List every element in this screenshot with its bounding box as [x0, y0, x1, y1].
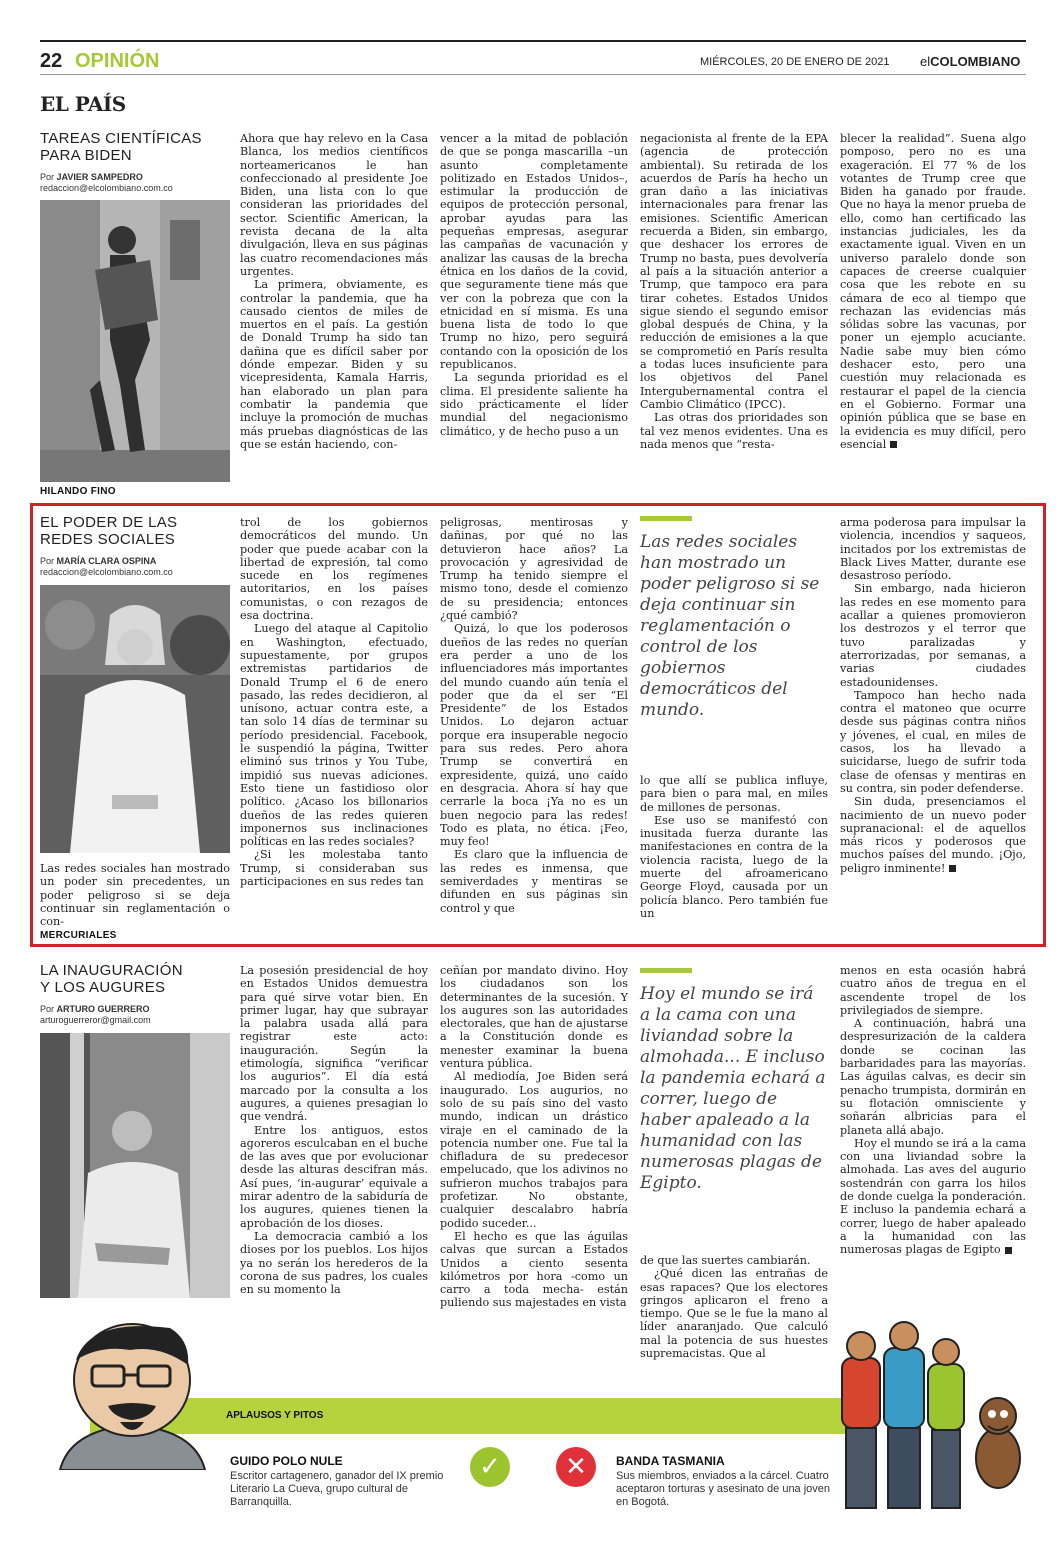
- article2-pull-quote: Las redes sociales han mostrado un poder peligroso si se deja continuar sin reglamentación o control de los gobiernos democráticos del mundo.: [640, 532, 820, 720]
- article1-column-1: [240, 132, 428, 451]
- issue-date: MIÉRCOLES, 20 DE ENERO DE 2021: [700, 56, 890, 68]
- section-title: OPINIÓN: [75, 50, 160, 72]
- paragraph: Ese uso se manifestó con inusitada fuerza durante las manifestaciones en contra de la violencia racista, luego de la muerte del afroamericano George Floyd, causada por un policía blanco. Pero también fue un: [640, 813, 828, 920]
- article2-column-2: [440, 516, 628, 915]
- byline-prefix: Por: [40, 556, 55, 566]
- pull-quote-accent: [640, 516, 692, 521]
- paragraph: Las otras dos prioridades son tal vez menos evidentes. Una es nada menos que “resta-: [640, 411, 828, 451]
- paragraph: Luego del ataque al Capitolio en Washington, efectuado, supuestamente, por grupos extremistas partidarios de Donald Trump el 6 de enero pasado, las redes decidieron, al unísono, actuar contra este, a tan solo 14 días de terminar su período presidencial. Facebook, le suspendió la página, Twitter eliminó sus trinos y You Tube, impidió sus nuevas adiciones. Esto tiene un fastidioso olor político. ¿Acaso los billonarios dueños de las redes quieren imponernos sus inclinaciones políticas en las redes sociales?: [240, 622, 428, 849]
- page-number: 22: [40, 50, 63, 72]
- paragraph: ¿Si les molestaba tanto Trump, si consideraban sus participaciones en sus redes tan: [240, 848, 428, 889]
- article2-kicker: HILANDO FINO: [40, 486, 116, 497]
- paragraph: Tampoco han hecho nada contra el matoneo que ocurre desde sus páginas contra niños y jóvenes, el cual, en miles de casos, los ha llevado a suicidarse, luego de sufrir toda clase de ofensas y mentiras en su contra, sin poder defenderse.: [840, 688, 1026, 795]
- article1-title-line2: PARA BIDEN: [40, 147, 132, 164]
- aplausos-positive-name: GUIDO POLO NULE: [230, 1454, 343, 1468]
- masthead-el: el: [920, 54, 931, 69]
- masthead-logo: [920, 54, 1020, 69]
- article3-photo-author: [40, 1033, 230, 1298]
- article3-title-line2: Y LOS AUGURES: [40, 979, 166, 996]
- article3-column-3: [640, 1254, 828, 1360]
- paragraph: La posesión presidencial de hoy en Estados Unidos demuestra para qué sirve votar bien. En primer lugar, hay que subrayar la palabra usada allá para registrar este acto: inauguración. Según la etimología, significa “verificar los augurios”. El día está marcado por la consulta a los augures, a quienes presagian lo que vendrá.: [240, 964, 428, 1124]
- article3-email: arturoguerreror@gmail.com: [40, 1015, 151, 1025]
- paragraph: La segunda prioridad es el clima. El presidente saliente ha sido prácticamente el líder mundial del negacionismo climático, y de hecho puso a un: [440, 371, 628, 438]
- paragraph: arma poderosa para impulsar la violencia, incendios y saqueos, incitados por los extremistas de Black Lives Matter, durante ese desastroso período.: [840, 516, 1026, 583]
- article1-author: JAVIER SAMPEDRO: [56, 172, 143, 182]
- article2-column-3: [640, 774, 828, 920]
- article1-title: [40, 130, 220, 164]
- article3-column-1: [240, 964, 428, 1296]
- article1-photo-statue: [40, 200, 230, 482]
- pull-quote-accent: [640, 968, 692, 973]
- paragraph: La primera, obviamente, es controlar la pandemia, que ha causado cientos de miles de muertos en el país. La gestión de Donald Trump ha sido tan dañina que es difícil saber por dónde empezar. Biden y su vicepresidenta, Kamala Harris, han elaborado un plan para combatir la pandemia que incluye la promoción de muchas más pruebas diagnósticas de las que se están haciendo, con-: [240, 278, 428, 451]
- paragraph: trol de los gobiernos democráticos del mundo. Un poder que puede acabar con la libertad de expresión, tal como sucede en los regímenes autoritarios, en los países comunistas, o con rezagos de esa doctrina.: [240, 516, 428, 623]
- paragraph: ¿Qué dicen las entrañas de esas rapaces? Que los electores gringos aplicaron el freno a tiempo. Que se le fue la mano al líder anaranjado. Que calculó mal la potencia de sus huestes supremacistas. Que al: [640, 1267, 828, 1361]
- top-rule: [40, 40, 1026, 42]
- article3-column-2: [440, 964, 628, 1310]
- paragraph: A continuación, habrá una despresurización de la caldera donde se cocinan las barbaridades para las mayorías. Las águilas calvas, es decir sin penacho trumpista, dormirán en su flotación omnisciente y soñarán albricias para el planeta allá abajo.: [840, 1017, 1026, 1137]
- aplausos-negative-text: Sus miembros, enviados a la cárcel. Cuatro aceptaron torturas y asesinato de una joven en Bogotá.: [616, 1470, 831, 1508]
- article3-pull-quote: Hoy el mundo se irá a la cama con una liviandad sobre la almohada... E incluso la pandemia echará a correr, luego de haber apaleado a la humanidad con las numerosas plagas de Egipto.: [640, 984, 826, 1193]
- article3-column-4: [840, 964, 1026, 1257]
- article2-title-line1: EL PODER DE LAS: [40, 514, 178, 531]
- paragraph: ceñían por mandato divino. Hoy los ciudadanos son los determinantes de la sucesión. Y los augures son las autoridades electorales, que han de ajustarse a la Constitución donde es menester examinar la buena ventura pública.: [440, 964, 628, 1071]
- paragraph: Al mediodía, Joe Biden será inaugurado. Los augurios, no solo de su país sino del vasto mundo, indican un drástico viraje en el caminado de la potencia number one. Fue tal la chifladura de su predecesor empelucado, que los adivinos no sufrieron muchos trabajos para profetizar. No obstante, cualquier descalabro habría podido suceder...: [440, 1070, 628, 1230]
- aplausos-negative-name: BANDA TASMANIA: [616, 1454, 725, 1468]
- article3-title: [40, 962, 220, 996]
- check-icon: ✓: [470, 1447, 510, 1487]
- article1-byline: [40, 172, 230, 194]
- author-photo-icon: [40, 1033, 230, 1298]
- article2-photo-author: [40, 585, 230, 853]
- article3-author: ARTURO GUERRERO: [56, 1004, 150, 1014]
- article2-column-1: [240, 516, 428, 888]
- end-mark-icon: [1005, 1247, 1012, 1254]
- paragraph: Entre los antiguos, estos agoreros esculcaban en el buche de las aves que por evolucionar desde las alturas descifran más. Así pues, ‘in-augurar’ equivale a mirar adentro de la sabiduría de los augures, quienes tienen la aprobación de los dioses.: [240, 1123, 428, 1230]
- paragraph: blecer la realidad”. Suena algo pomposo, pero no es una exageración. El 77 % de los votantes de Trump cree que Biden ha ganado por fraude. Que no haya la menor prueba de ello, como han certificado las instancias judiciales, les da exactamente igual. Viven en un universo paralelo donde son capaces de creerse cualquier cosa que les rebote en su cámara de eco al tiempo que rechazan las evidencias más sólidas sobre las vacunas, por poner un ejemplo acuciante. Nadie sabe muy bien cómo deshacer esto, pero una cuestión muy relacionada es restaurar el papel de la ciencia en el Gobierno. Formar una opinión pública que se base en la evidencia es muy difícil, pero esencial: [840, 132, 1026, 451]
- aplausos-label: APLAUSOS Y PITOS: [226, 1410, 324, 1421]
- article2-caption: Las redes sociales han mostrado un poder sin precedentes, un poder peligroso si se deja continuar sin reglamentación o con-: [40, 862, 230, 929]
- aplausos-positive-text: Escritor cartagenero, ganador del IX premio Literario La Cueva, grupo cultural de Barranquilla.: [230, 1470, 444, 1508]
- byline-prefix: Por: [40, 172, 55, 182]
- article2-byline: [40, 556, 230, 578]
- article1-title-line1: TAREAS CIENTÍFICAS: [40, 130, 202, 147]
- paragraph: de que las suertes cambiarán.: [640, 1254, 811, 1267]
- article1-column-4: [840, 132, 1026, 451]
- article1-email: redaccion@elcolombiano.com.co: [40, 183, 173, 193]
- masthead-name: COLOMBIANO: [930, 54, 1021, 69]
- paragraph: La democracia cambió a los dioses por los pueblos. Los hijos ya no serán los herederos de la corona de sus padres, los cuales en su momento la: [240, 1229, 428, 1297]
- article1-column-3: [640, 132, 828, 451]
- paragraph: menos en esta ocasión habrá cuatro años de tregua en el ascendente tropel de los privilegiados de siempre.: [840, 964, 1026, 1017]
- paragraph: lo que allí se publica influye, para bien o para mal, en miles de millones de personas.: [640, 774, 828, 814]
- byline-prefix: Por: [40, 1004, 55, 1014]
- article2-author: MARÍA CLARA OSPINA: [56, 556, 157, 566]
- article2-column-4: [840, 516, 1026, 875]
- paragraph: negacionista al frente de la EPA (agencia de protección ambiental). Su retirada de los acuerdos de París ha hecho un gran daño a las iniciativas internacionales para frenar las emisiones. Scientific American recuerda a Biden, sin embargo, que deshacer los errores de Trump no basta, pues devolvería al país a la situación anterior a Trump, que tampoco era para tirar cohetes. Estados Unidos sigue siendo el segundo emisor global después de China, y la reducción de emisiones a la que se comprometió en París resulta a todas luces insuficiente para los objetivos del Panel Intergubernamental contra el Cambio Climático (IPCC).: [640, 132, 828, 411]
- cross-icon: ✕: [556, 1447, 596, 1487]
- paragraph: Ahora que hay relevo en la Casa Blanca, los medios científicos norteamericanos le han confeccionado al presidente Joe Biden, una lista con lo que consideran las prioridades del sector. Scientific American, la revista decana de la alta divulgación, lleva en sus páginas las cuatro recomendaciones más urgentes.: [240, 132, 428, 278]
- source-logo: EL PAÍS: [40, 92, 126, 116]
- article2-email: redaccion@elcolombiano.com.co: [40, 567, 173, 577]
- article3-kicker: MERCURIALES: [40, 930, 117, 941]
- statue-photo-icon: [40, 200, 230, 482]
- paragraph: El hecho es que las águilas calvas que surcan a Estados Unidos a ciento sesenta kilómetros por hora -como un carro a toda mecha- están puliendo sus majestades en vista: [440, 1229, 628, 1310]
- paragraph: Sin embargo, nada hicieron las redes en ese momento para acallar a quienes promovieron los destrozos y el terror que tuvo paralizadas y aterrorizadas, por semanas, a varias ciudades estadounidenses.: [840, 582, 1026, 689]
- article2-title-line2: REDES SOCIALES: [40, 531, 176, 548]
- article2-title: [40, 514, 220, 548]
- article1-column-2: [440, 132, 628, 438]
- end-mark-icon: [890, 441, 897, 448]
- caricature-gang-icon: [830, 1318, 1030, 1518]
- paragraph: Quizá, lo que los poderosos dueños de las redes no querían era perder a uno de los influenciadores más importantes del mundo cuando aún tenía el poder que da el ser “El Presidente” de los Estados Unidos. Lo dejaron actuar porque era insuperable negocio para sus redes. Pero ahora Trump se convertirá en expresidente, quizá, uno caído en desgracia. Ahora sí hay que cerrarle la boca ¡Ya no es un buen negocio para las redes! Todo es plata, no ética. ¡Feo, muy feo!: [440, 622, 628, 849]
- caricature-man-icon: [40, 1320, 225, 1470]
- paragraph: Hoy el mundo se irá a la cama con una liviandad sobre la almohada. Las aves del augurio sostendrán con garra los hilos de donde cuelga la ponderación. E incluso la pandemia echará a correr, luego de haber apaleado a la humanidad con las numerosas plagas de Egipto: [840, 1136, 1026, 1257]
- article3-byline: [40, 1004, 230, 1026]
- paragraph: peligrosas, mentirosas y dañinas, por qué no las detuvieron hace años? La provocación y agresividad de Trump ha tenido siempre el mismo tono, desde el comienzo de su presidencia; entonces ¿qué cambió?: [440, 516, 628, 623]
- end-mark-icon: [949, 865, 956, 872]
- author-photo-icon: [40, 585, 230, 853]
- paragraph: vencer a la mitad de población de que se ponga mascarilla –un asunto completamente politizado en Estados Unidos–, estimular la producción de equipos de protección personal, aprobar ayudas para las pequeñas empresas, asegurar las campañas de vacunación y analizar las causas de la brecha étnica en los daños de la covid, que seguramente tiene más que ver con la pobreza que con la etnicidad en sí misma. Es una buena lista de todo lo que Trump no hizo, pero seguirá contando con la oposición de los republicanos.: [440, 132, 628, 372]
- paragraph: Es claro que la influencia de las redes es inmensa, que semiverdades y mentiras se difunden en sus páginas sin control y que: [440, 848, 628, 915]
- article3-title-line1: LA INAUGURACIÓN: [40, 962, 183, 979]
- paragraph: Sin duda, presenciamos el nacimiento de un nuevo poder supranacional: el de aquellos más ricos y poderosos que muchos países del mundo. ¡Ojo, peligro inminente!: [840, 795, 1026, 875]
- header-rule: [40, 74, 1026, 75]
